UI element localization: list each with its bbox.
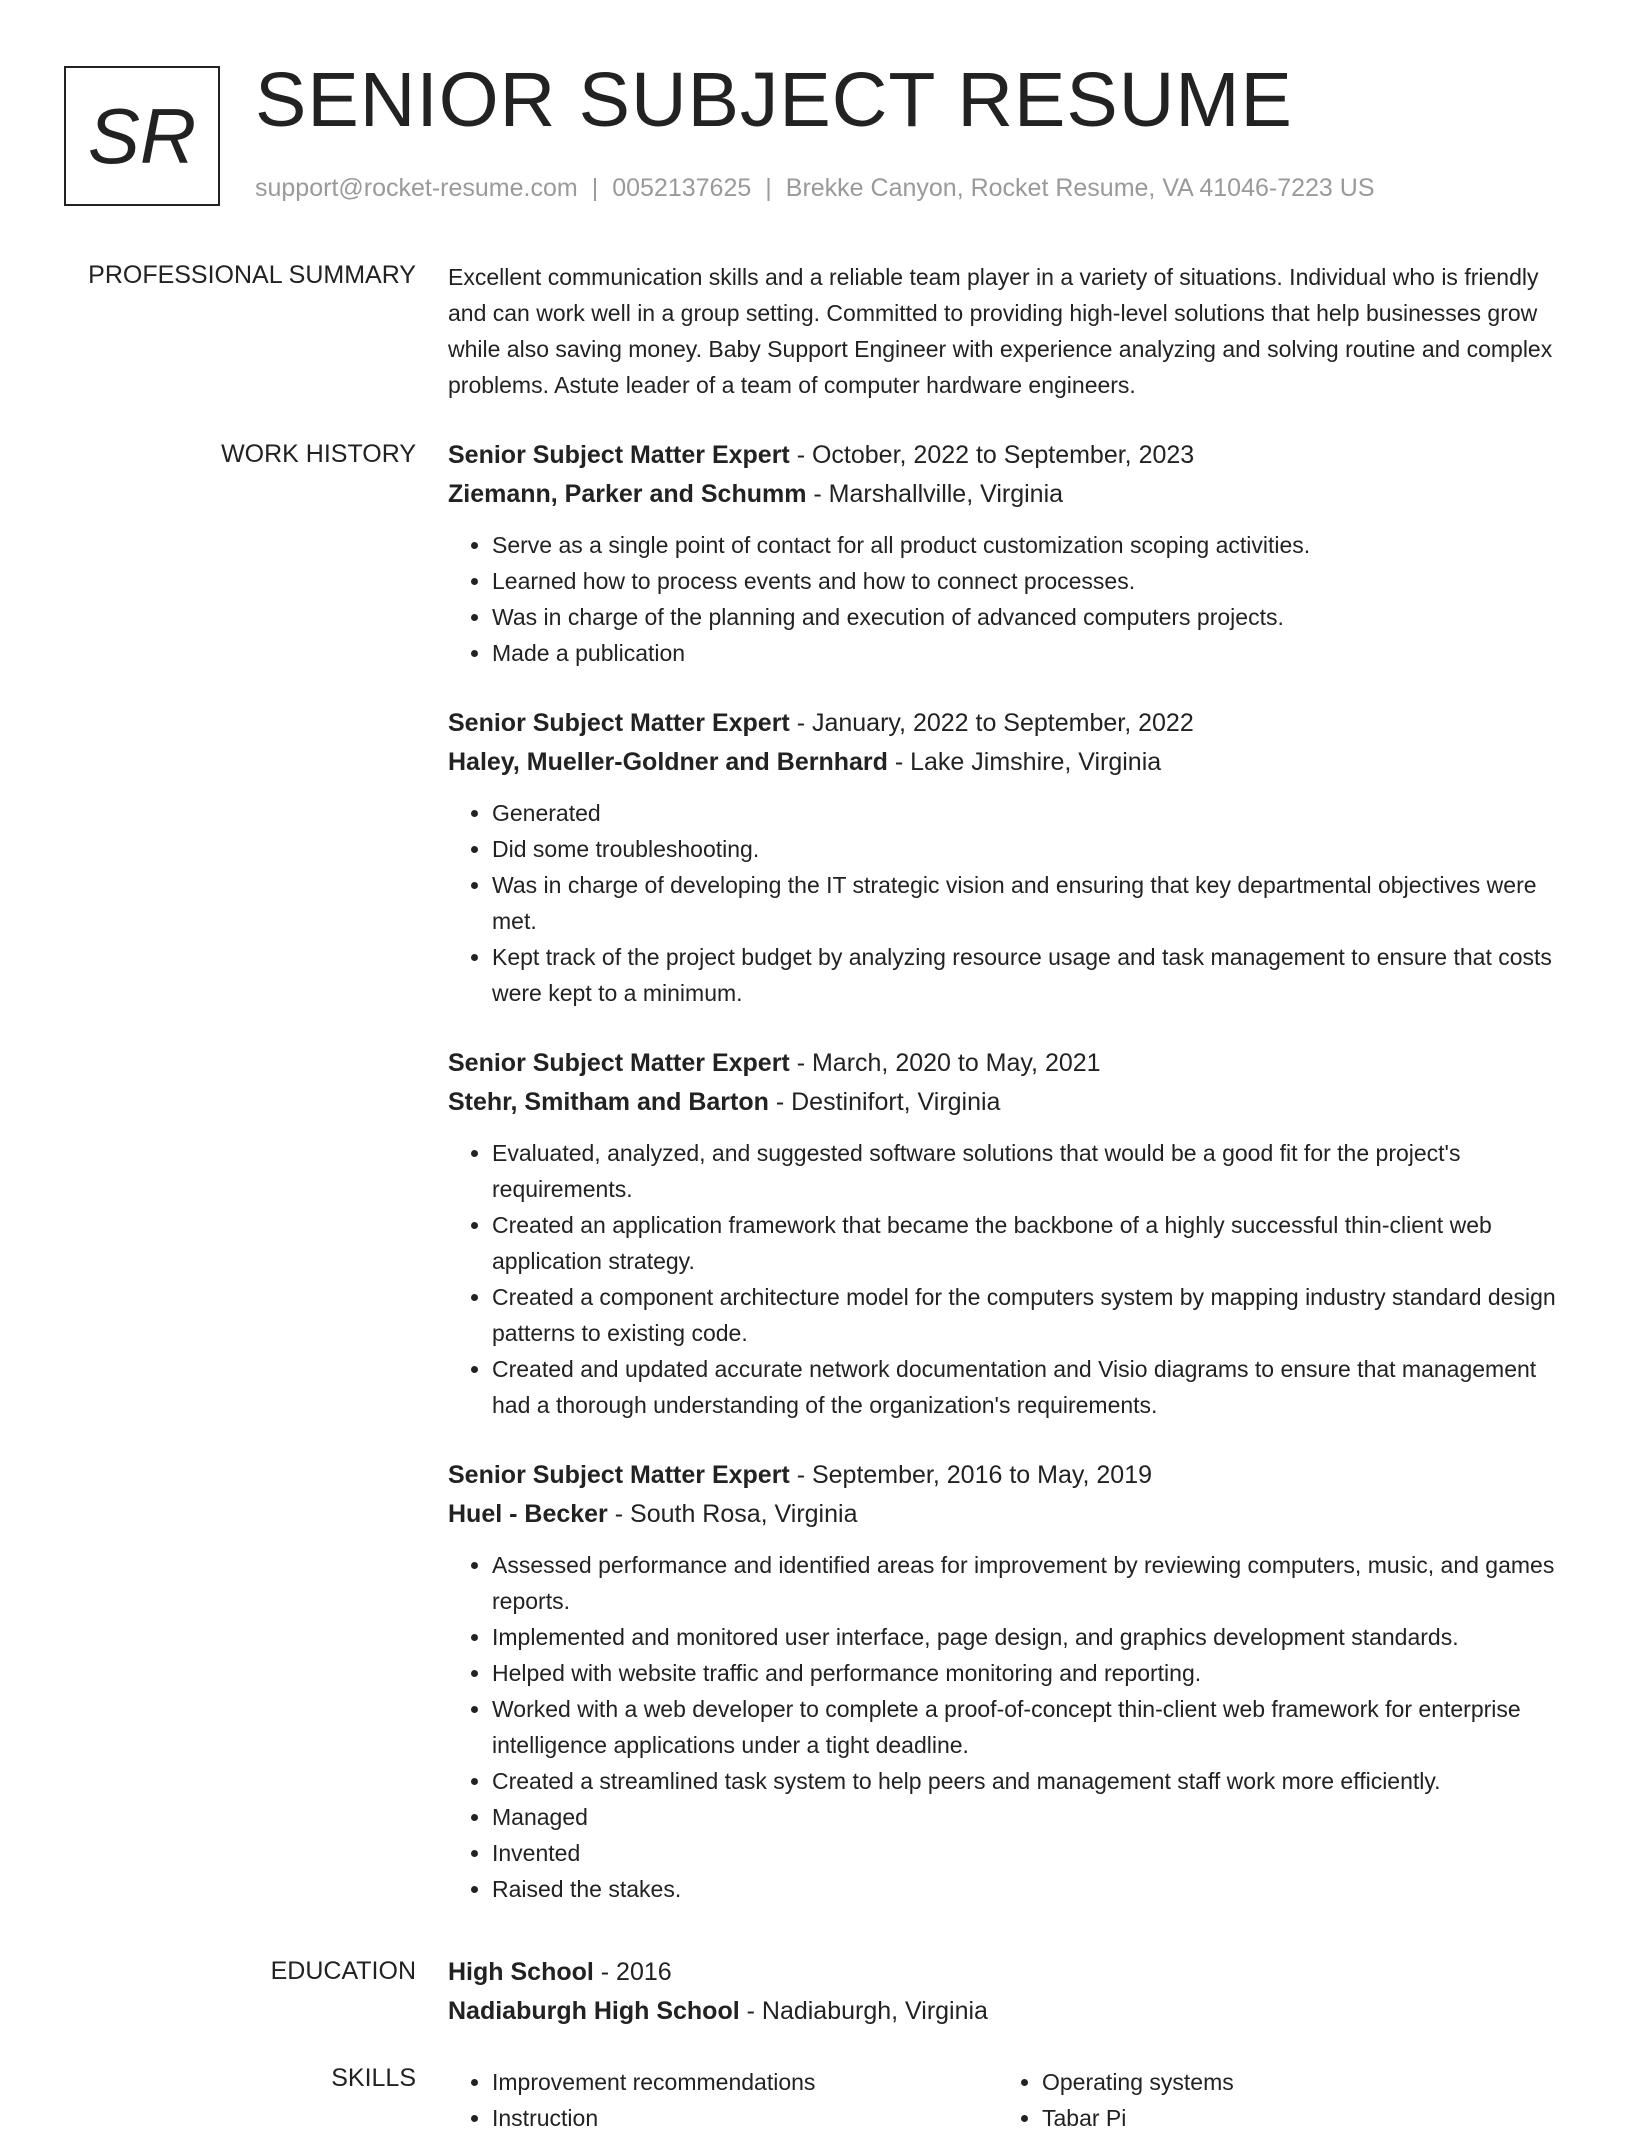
education-school-line: Nadiaburgh High School - Nadiaburgh, Virginia [448, 1997, 988, 2025]
section-label-summary: PROFESSIONAL SUMMARY [88, 261, 416, 289]
job-entry [448, 436, 1563, 671]
job-bullet: • Was in charge of the planning and execution of advanced computers projects. [492, 599, 1563, 635]
contact-address: Brekke Canyon, Rocket Resume, VA 41046-7223 US [785, 174, 1375, 202]
contact-separator: | [591, 174, 599, 202]
job-bullet: • Kept track of the project budget by analyzing resource usage and task management to ensure that costs were kept to a minimum. [492, 939, 1563, 1011]
job-title: Senior Subject Matter Expert [448, 1461, 790, 1489]
section-label-work-history: WORK HISTORY [221, 440, 416, 468]
job-company: Haley, Mueller-Goldner and Bernhard [448, 748, 888, 776]
skill-item: • Tabar Pi [1042, 2100, 1548, 2136]
education-degree-line: High School - 2016 [448, 1958, 672, 1986]
job-bullet: • Raised the stakes. [492, 1871, 1563, 1907]
job-company: Ziemann, Parker and Schumm [448, 480, 807, 508]
education-degree: High School [448, 1958, 594, 1986]
job-bullet: • Was in charge of developing the IT strategic vision and ensuring that key departmental objectives were met. [492, 867, 1563, 939]
job-bullet: • Created a component architecture model for the computers system by mapping industry standard design patterns to existing code. [492, 1279, 1563, 1351]
summary-text: Excellent communication skills and a reliable team player in a variety of situations. Individual who is friendly and can work well in a group setting. Committed to providing high-level solutions that help businesses grow while also saving money. Baby Support Engineer with experience analyzing and solving routine and complex problems. Astute leader of a team of computer hardware engineers. [448, 264, 1553, 398]
section-label-education: EDUCATION [270, 1957, 416, 1985]
section-label-skills: SKILLS [331, 2064, 416, 2092]
contact-separator: | [765, 174, 772, 202]
job-bullet: • Managed [492, 1799, 1563, 1835]
job-company-line: Haley, Mueller-Goldner and Bernhard - Lake Jimshire, Virginia [448, 748, 1162, 776]
job-bullet: • Serve as a single point of contact for all product customization scoping activities. [492, 527, 1563, 563]
job-bullet: • Created and updated accurate network documentation and Visio diagrams to ensure that management had a thorough understanding of the organization's requirements. [492, 1351, 1563, 1423]
job-bullet: • Worked with a web developer to complete a proof-of-concept thin-client web framework for enterprise intelligence applications under a tight deadline. [492, 1691, 1563, 1763]
job-bullets [448, 795, 1563, 1011]
skills-list [448, 2064, 1563, 2136]
contact-email[interactable]: support@rocket-resume.com [255, 174, 578, 202]
job-dates: January, 2022 to September, 2022 [811, 709, 1194, 737]
job-company: Huel - Becker [448, 1500, 608, 1528]
skill-item: • Instruction [492, 2100, 998, 2136]
job-dates: October, 2022 to September, 2023 [811, 441, 1195, 469]
job-bullet: • Helped with website traffic and performance monitoring and reporting. [492, 1655, 1563, 1691]
contact-line [255, 174, 1375, 203]
job-company: Stehr, Smitham and Barton [448, 1088, 769, 1116]
job-entry [448, 1456, 1563, 1907]
job-bullet: • Made a publication [492, 635, 1563, 671]
job-entry [448, 704, 1563, 1011]
skills-column-1 [448, 2064, 998, 2136]
job-bullet: • Created an application framework that became the backbone of a highly successful thin-client web application strategy. [492, 1207, 1563, 1279]
job-title: Senior Subject Matter Expert [448, 709, 790, 737]
education-entry [448, 1953, 1563, 2031]
job-title-line: Senior Subject Matter Expert - January, 2022 to September, 2022 [448, 709, 1194, 737]
job-bullet: • Created a streamlined task system to help peers and management staff work more efficiently. [492, 1763, 1563, 1799]
education-year: 2016 [616, 1958, 672, 1986]
skills-columns [448, 2064, 1563, 2136]
job-location: Marshallville, Virginia [828, 480, 1064, 508]
job-dates: September, 2016 to May, 2019 [811, 1461, 1153, 1489]
job-location: South Rosa, Virginia [630, 1500, 858, 1528]
education-school: Nadiaburgh High School [448, 1997, 740, 2025]
job-company-line: Ziemann, Parker and Schumm - Marshallville, Virginia [448, 480, 1064, 508]
education-location: Nadiaburgh, Virginia [761, 1997, 988, 2025]
job-title-line: Senior Subject Matter Expert - September, 2016 to May, 2019 [448, 1461, 1153, 1489]
work-history-list [448, 436, 1563, 1940]
resume-title: SENIOR SUBJECT RESUME [255, 57, 1293, 143]
job-title-line: Senior Subject Matter Expert - October, 2022 to September, 2023 [448, 441, 1195, 469]
job-title-line: Senior Subject Matter Expert - March, 2020 to May, 2021 [448, 1049, 1101, 1077]
job-bullet: • Invented [492, 1835, 1563, 1871]
job-bullet: • Evaluated, analyzed, and suggested software solutions that would be a good fit for the project's requirements. [492, 1135, 1563, 1207]
job-location: Destinifort, Virginia [791, 1088, 1001, 1116]
job-bullet: • Did some troubleshooting. [492, 831, 1563, 867]
job-entry [448, 1044, 1563, 1423]
job-dates: March, 2020 to May, 2021 [811, 1049, 1101, 1077]
job-bullet: • Generated [492, 795, 1563, 831]
job-bullet: • Learned how to process events and how to connect processes. [492, 563, 1563, 599]
skill-item: • Improvement recommendations [492, 2064, 998, 2100]
monogram-text: SR [87, 91, 197, 180]
contact-phone[interactable]: 0052137625 [612, 174, 752, 202]
job-bullets [448, 1547, 1563, 1907]
skills-column-2 [998, 2064, 1548, 2136]
job-company-line: Huel - Becker - South Rosa, Virginia [448, 1500, 858, 1528]
job-bullets [448, 527, 1563, 671]
job-location: Lake Jimshire, Virginia [910, 748, 1162, 776]
monogram-logo [64, 66, 220, 206]
job-title: Senior Subject Matter Expert [448, 1049, 790, 1077]
job-bullet: • Assessed performance and identified areas for improvement by reviewing computers, music, and games reports. [492, 1547, 1563, 1619]
job-bullet: • Implemented and monitored user interface, page design, and graphics development standards. [492, 1619, 1563, 1655]
job-title: Senior Subject Matter Expert [448, 441, 790, 469]
skill-item: • Operating systems [1042, 2064, 1548, 2100]
job-company-line: Stehr, Smitham and Barton - Destinifort, Virginia [448, 1088, 1001, 1116]
job-bullets [448, 1135, 1563, 1423]
